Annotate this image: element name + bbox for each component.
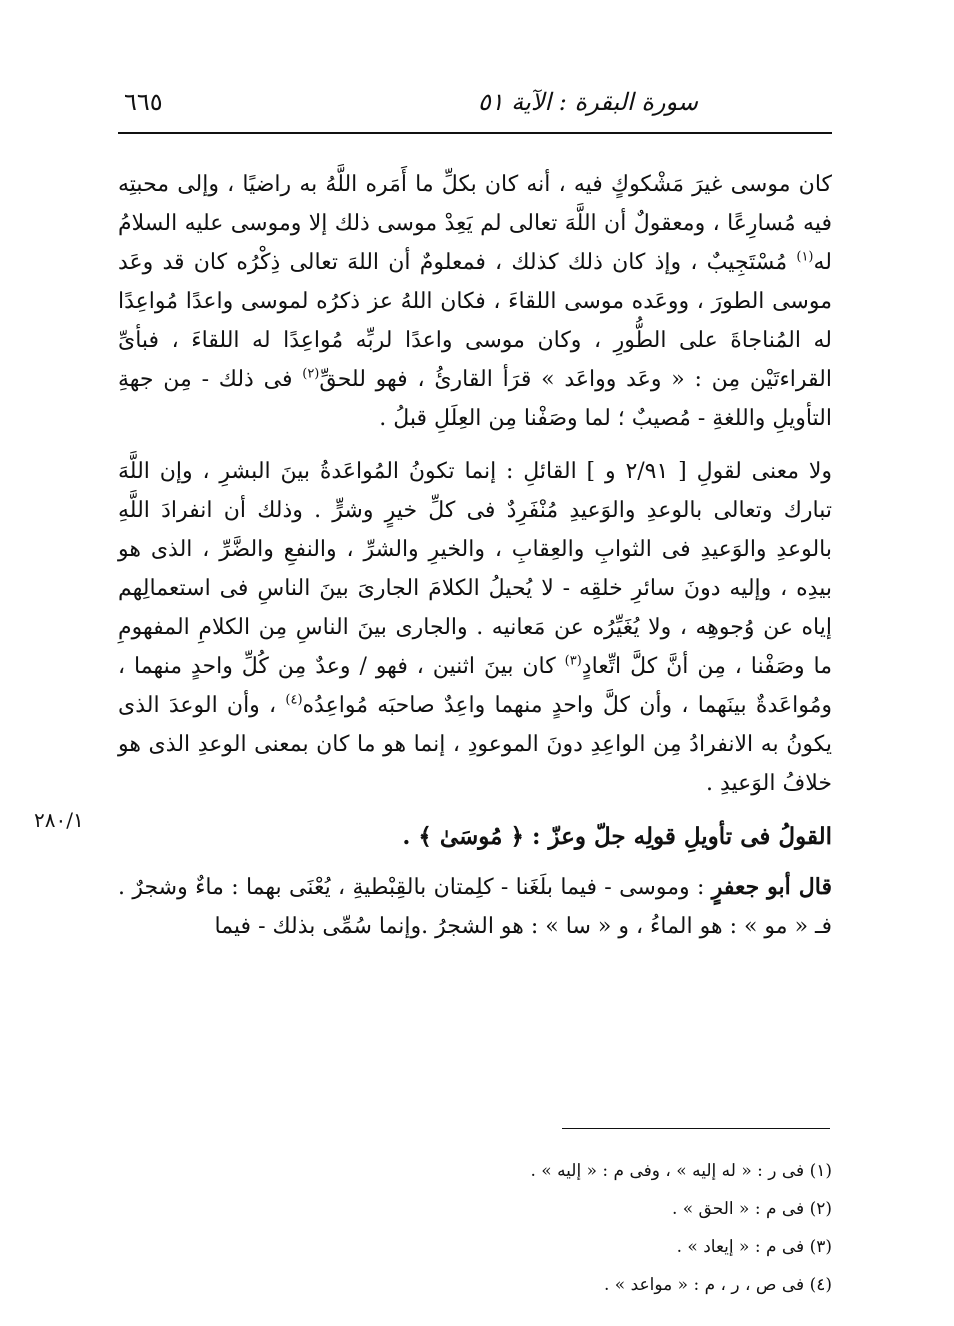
paragraph-3-text: : وموسى - فيما بلَغَنا - كلِمتان بالقِبْطيةِ ، يُعْنَى بهما : ماءٌ وشجرٌ . فـ « مو » : هو الماءُ ، و « سا » : هو الشجرُ .وإنما سُمِّى بذلك - فيما	[118, 875, 832, 939]
paragraph-2-part-2: كان بينَ اثنين ، فهو / وعدٌ مِن كُلِّ واحدٍ منهما ، ومُواعَدةٌ بينَهما ، وأن كلَّ واحدٍ منهما واعِدٌ صاحبَه مُواعِدُه	[118, 654, 833, 718]
header-rule	[118, 132, 832, 134]
paragraph-1	[118, 165, 832, 438]
paragraph-2-part-1: ولا معنى لقولِ [ ٢/٩١ و ] القائلِ : إنما تكونُ المُواعَدةُ بينَ البشرِ ، وإن اللَّهَ تبارك وتعالى بالوعدِ والوَعيدِ مُنْفَرِدٌ فى كلِّ خيرٍ وشرٍّ . وذلك أن انفرادَ اللَّهِ بالوعدِ والوَعيدِ فى الثوابِ والعِقابِ ، والخيرِ والشرِّ ، والنفعِ والضَّرِّ ، الذى هو بيدِه ، وإليه دونَ سائرِ خلقِه - لا يُحيلُ الكلامَ الجارىَ بينَ الناسِ فى استعمالِهم إياه عن وُجوهِه ، ولا يُغَيِّرُه عن مَعانيه . والجارى بينَ الناسِ مِن الكلامِ المفهومِ ما وصَفْنا ، مِن أنَّ كلَّ اتِّعادٍ	[118, 459, 833, 679]
footnote-rule	[562, 1128, 830, 1129]
footnotes	[272, 1152, 832, 1304]
footnote-ref-3: (٣)	[564, 653, 582, 669]
paragraph-3	[118, 868, 832, 946]
section-heading: القولُ فى تأويلِ قولِه جلّ وعزّ : ﴿ مُوسَىٰ ﴾ .	[402, 823, 832, 850]
footnote-3: (٣) فى م : « إيعاد » .	[676, 1237, 832, 1257]
footnote-2: (٢) فى م : « الحق » .	[671, 1199, 832, 1219]
margin-reference: ٢٨٠/١	[34, 808, 84, 832]
paragraph-2-part-3: ، وأن الوعدَ الذى يكونُ به الانفرادُ مِن الواعِدِ دونَ الموعودِ ، إنما هو ما كان بمعنى الوعدِ الذى هو خلافُ الوَعيدِ .	[118, 693, 832, 796]
paragraph-1-part-3: فى ذلك - مِن جهةِ التأويلِ واللغةِ - مُصيبٌ ؛ لما وصَفْنا مِن العِلَلِ قبلُ .	[118, 367, 832, 431]
footnote-4: (٤) فى ص ، ر ، م : « مواعد » .	[603, 1275, 832, 1295]
paragraph-1-part-2: مُسْتَجِيبٌ ، وإذ كان ذلك كذلك ، فمعلومٌ أن اللهَ تعالى ذِكْرُه كان قد وعَد موسى الطورَ ، ووعَده موسى اللقاءَ ، فكان اللهُ عز ذكرُه لموسى واعدًا مُواعِدًا له المُناجاةَ على الطُّورِ ، وكان موسى واعدًا لربِّه مُواعِدًا له اللقاءَ ، فبأىِّ القراءتَيْن مِن : « وعَد وواعَد » قرَأ القارئُ ، فهو للحقِّ	[118, 250, 832, 392]
running-title: سورة البقرة : الآية ٥١	[477, 88, 698, 116]
footnote-ref-4: (٤)	[285, 692, 303, 708]
paragraph-2	[118, 452, 832, 803]
footnote-ref-1: (١)	[796, 249, 814, 265]
paragraph-1-part-1: كان موسى غيرَ مَشْكوكٍ فيه ، أنه كان بكلِّ ما أَمَره اللَّهُ به راضيًا ، وإلى محبتِه فيه مُسارِعًا ، ومعقولٌ أن اللَّهَ تعالى لم يَعِدْ موسى ذلك إلا وموسى عليه السلامُ له	[118, 172, 832, 275]
footnote-1: (١) فى ر : « له إليه » ، وفى م : « إليه » .	[530, 1161, 832, 1181]
footnote-ref-2: (٢)	[302, 366, 320, 382]
body-text	[118, 165, 832, 946]
page-number: ٦٦٥	[124, 88, 163, 116]
paragraph-3-lead: قال أبو جعفرٍ	[711, 874, 832, 900]
